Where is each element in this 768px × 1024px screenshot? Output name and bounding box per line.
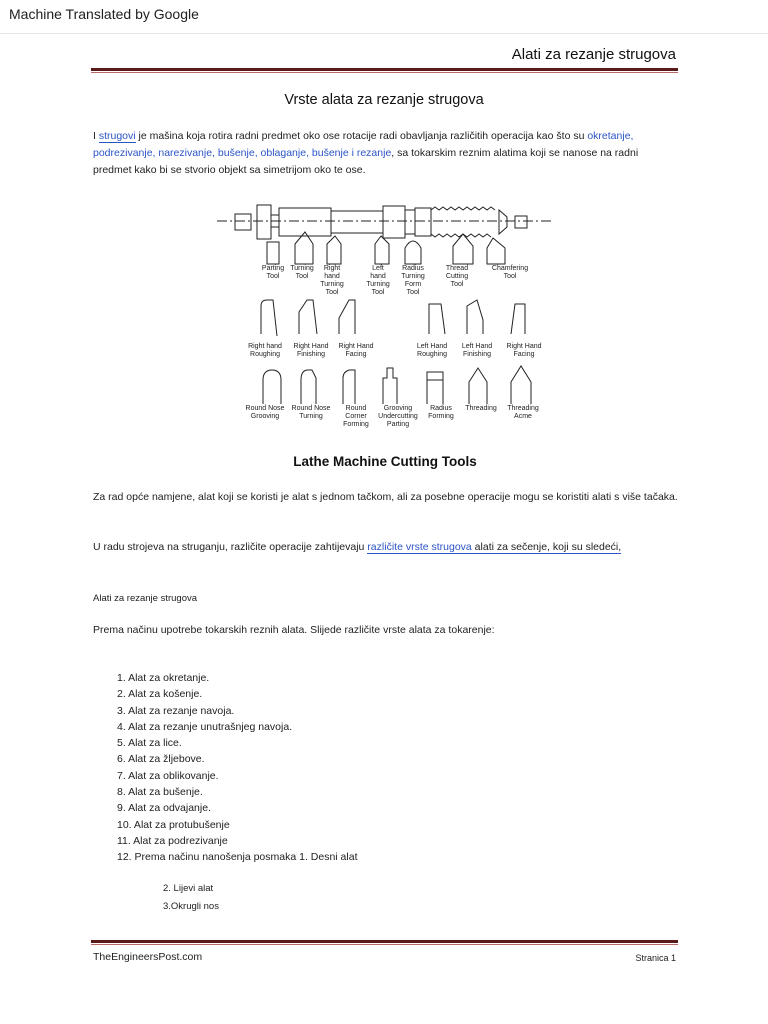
tool-label: Right hand — [248, 343, 282, 350]
document-title: Vrste alata za rezanje strugova — [284, 92, 484, 108]
header-title: Alati za rezanje strugova — [511, 46, 676, 63]
tool-label: Facing — [345, 351, 367, 358]
link-vrste-strugova[interactable]: različite vrste strugova — [367, 541, 472, 553]
tool-label: Acme — [514, 413, 532, 420]
tool-label: Turning — [299, 413, 323, 420]
tool-label: Tool — [371, 289, 385, 296]
figure-caption: Lathe Machine Cutting Tools — [293, 454, 477, 469]
tool-label: Round Nose — [245, 405, 285, 412]
tool-label: Form — [404, 281, 422, 288]
tool-label: Left Hand — [416, 343, 448, 350]
para3-text-1: U radu strojeva na struganju, različite operacije zahtijevaju — [93, 541, 368, 553]
tool-label: Right — [323, 265, 341, 272]
footer-site: TheEngineersPost.com — [93, 951, 203, 963]
tool-label: Turning — [366, 281, 390, 288]
tool-label: Chamfering — [491, 265, 529, 272]
tool-label: Tool — [266, 273, 280, 280]
footer-page-number: Stranica 1 — [635, 953, 676, 963]
tool-label: Turning — [290, 265, 314, 272]
figure-labels-row3 — [246, 405, 539, 428]
figure-labels-row1 — [262, 265, 528, 296]
tool-label: Cutting — [445, 273, 469, 280]
tool-list-item: 4. Alat za rezanje unutrašnjeg navoja. — [117, 720, 293, 733]
sub-item-round-nose: 3.Okrugli nos — [163, 901, 219, 912]
tool-label: Right Hand — [293, 343, 329, 350]
tool-list-item: 8. Alat za bušenje. — [117, 786, 203, 799]
tool-label: Round Nose — [291, 405, 331, 412]
header-rule — [91, 68, 678, 73]
tool-label: Threading — [507, 405, 539, 412]
tool-label: Parting — [386, 421, 410, 428]
paragraph-operations — [93, 539, 678, 556]
tool-label: Parting — [261, 265, 285, 272]
tool-label: Tool — [325, 289, 339, 296]
tool-list-item: 1. Alat za okretanje. — [117, 672, 210, 684]
tool-label: Tool — [295, 273, 309, 280]
tool-list-item: 3. Alat za rezanje navoja. — [117, 704, 235, 717]
intro-text-2: je mašina koja rotira radni predmet oko ose rotacije radi obavljanja različitih operacija kao što su — [135, 130, 588, 142]
tool-list-item: 2. Alat za košenje. — [117, 688, 203, 701]
tool-label: Forming — [343, 421, 369, 428]
tool-label: Forming — [428, 413, 454, 420]
intro-paragraph — [93, 128, 678, 179]
tool-list — [117, 670, 357, 866]
tool-label: Grooving — [250, 413, 280, 420]
section-label: Alati za rezanje strugova — [93, 593, 198, 604]
tool-label: Right Hand — [338, 343, 374, 350]
tool-label: Roughing — [417, 351, 447, 358]
link-operations[interactable]: okretanje, podrezivanje, narezivanje, bušenje, oblaganje, bušenje i rezanje — [93, 130, 634, 159]
tool-label: Finishing — [462, 351, 492, 358]
tool-label: Left — [372, 265, 384, 272]
tool-label: Undercutting — [378, 413, 418, 420]
tool-label: Turning — [320, 281, 344, 288]
tool-label: hand — [324, 273, 340, 280]
tool-label: Tool — [450, 281, 464, 288]
figure-labels-row2 — [248, 343, 542, 358]
link-strugovi[interactable]: strugovi — [98, 130, 136, 142]
lathe-tools-figure — [215, 198, 555, 478]
sub-item-left-tool: 2. Lijevi alat — [163, 883, 214, 894]
tool-label: Grooving — [383, 405, 413, 412]
tool-label: Facing — [513, 351, 535, 358]
tool-list-item: 12. Prema načinu nanošenja posmaka 1. Desni alat — [117, 851, 358, 864]
para3-text-2: alati za sečenje, koji su sledeći, — [471, 541, 622, 553]
translator-label: Machine Translated by Google — [9, 6, 199, 22]
tool-list-item: 9. Alat za odvajanje. — [117, 802, 211, 815]
tool-label: Radius — [402, 265, 424, 272]
tool-label: Threading — [465, 405, 497, 412]
tool-label: Corner — [345, 413, 367, 420]
translator-bar — [0, 0, 768, 34]
tool-list-item: 5. Alat za lice. — [117, 737, 182, 750]
paragraph-single-point: Za rad opće namjene, alat koji se koristi je alat s jednom tačkom, ali za posebne operacije mogu se koristiti alati s više tačaka. — [93, 491, 678, 503]
tool-list-item: 10. Alat za protubušenje — [117, 818, 230, 831]
lathe-tools-diagram — [215, 198, 555, 478]
tool-label: Right Hand — [506, 343, 542, 350]
intro-text-1: I — [93, 130, 99, 142]
tool-label: Tool — [406, 289, 420, 296]
tool-list-item: 6. Alat za žljebove. — [117, 753, 205, 766]
tool-label: Thread — [445, 265, 469, 272]
tool-label: Round — [345, 405, 367, 412]
intro-text-3: , sa tokarskim reznim alatima koji se nanose na radni predmet kako bi se stvorio objekt sa simetrijom oko te ose. — [93, 147, 639, 176]
footer-rule — [91, 940, 678, 945]
tool-label: Turning — [401, 273, 425, 280]
tool-label: Roughing — [250, 351, 280, 358]
tool-label: Radius — [430, 405, 452, 412]
tool-label: Tool — [503, 273, 517, 280]
tool-list-item: 7. Alat za oblikovanje. — [117, 769, 219, 782]
tool-label: Left Hand — [461, 343, 493, 350]
tool-list-item: 11. Alat za podrezivanje — [117, 834, 228, 847]
tool-label: Finishing — [296, 351, 326, 358]
paragraph-tool-types: Prema načinu upotrebe tokarskih reznih alata. Slijede različite vrste alata za tokarenje: — [93, 624, 495, 636]
tool-label: hand — [370, 273, 386, 280]
